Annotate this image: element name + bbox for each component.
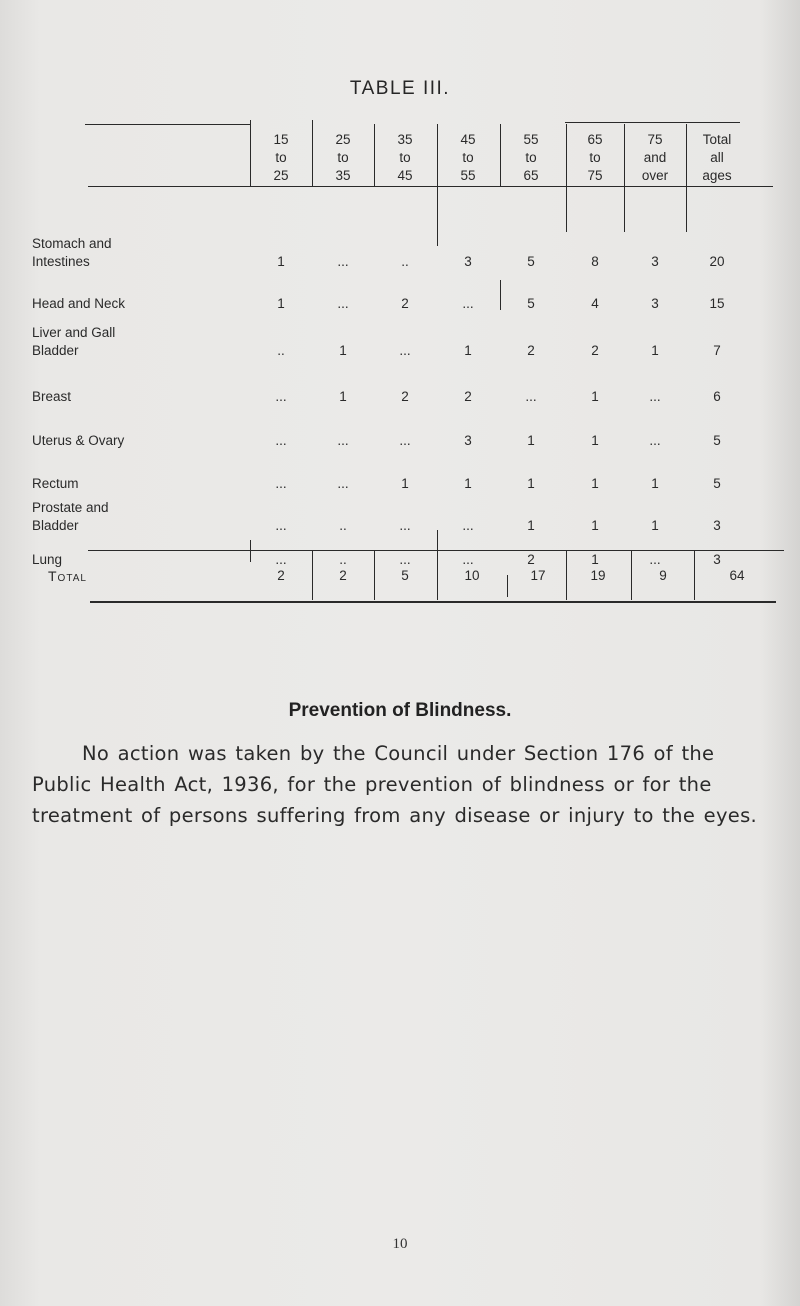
section-title: Prevention of Blindness. bbox=[288, 700, 512, 721]
table-cell: 2 bbox=[401, 296, 409, 311]
table-cell: 3 bbox=[713, 518, 721, 533]
row-label bbox=[32, 432, 124, 450]
table-cell: 1 bbox=[277, 254, 285, 269]
table-cell: 3 bbox=[464, 433, 472, 448]
row-label-line: Prostate and bbox=[32, 500, 109, 515]
table-cell: ... bbox=[275, 389, 287, 404]
row-label bbox=[32, 388, 71, 406]
table-cell: 5 bbox=[713, 433, 721, 448]
table-cell: 8 bbox=[591, 254, 599, 269]
row-label-line: Uterus & Ovary bbox=[32, 433, 125, 448]
column-header-line: to bbox=[337, 150, 349, 165]
row-label bbox=[32, 475, 79, 493]
column-header bbox=[561, 131, 629, 185]
row-label bbox=[32, 499, 109, 535]
column-header-line: ages bbox=[702, 168, 732, 183]
table-cell: 1 bbox=[591, 552, 599, 567]
row-label-line: Bladder bbox=[32, 518, 79, 533]
col-sep-body bbox=[437, 186, 438, 246]
row-label bbox=[32, 324, 115, 360]
table-cell: ... bbox=[399, 343, 411, 358]
table-cell: .. bbox=[401, 254, 409, 269]
table-cell: 6 bbox=[713, 389, 721, 404]
table-cell: 1 bbox=[277, 296, 285, 311]
total-col-sep bbox=[374, 550, 375, 600]
table-cell: 1 bbox=[401, 476, 409, 491]
table-cell: 1 bbox=[339, 343, 347, 358]
column-header bbox=[683, 131, 751, 185]
row-label-line: Breast bbox=[32, 389, 72, 404]
table-cell: ... bbox=[462, 296, 474, 311]
table-cell: 1 bbox=[464, 343, 472, 358]
total-cell: 17 bbox=[530, 568, 546, 583]
table-cell: ... bbox=[337, 296, 349, 311]
table-cell: 5 bbox=[527, 296, 535, 311]
table-cell: ... bbox=[275, 518, 287, 533]
column-header-line: to bbox=[462, 150, 474, 165]
table-cell: 5 bbox=[527, 254, 535, 269]
total-col-sep bbox=[507, 575, 508, 597]
table-cell: ... bbox=[337, 476, 349, 491]
table-cell: 5 bbox=[713, 476, 721, 491]
col-sep-body bbox=[250, 540, 251, 562]
table-cell: ... bbox=[462, 552, 474, 567]
row-label-line: Lung bbox=[32, 552, 63, 567]
table-cell: ... bbox=[399, 518, 411, 533]
column-header-line: 45 bbox=[397, 168, 413, 183]
total-col-sep bbox=[437, 550, 438, 600]
column-header-line: Total bbox=[702, 132, 732, 147]
column-header bbox=[247, 131, 315, 185]
column-header-line: to bbox=[589, 150, 601, 165]
row-label bbox=[32, 295, 125, 313]
table-cell: ... bbox=[649, 552, 661, 567]
col-sep-body bbox=[566, 186, 567, 232]
table-cell: 1 bbox=[464, 476, 472, 491]
total-cell: 9 bbox=[659, 568, 667, 583]
row-label-line: Head and Neck bbox=[32, 296, 126, 311]
table-cell: 3 bbox=[464, 254, 472, 269]
total-cell: 2 bbox=[277, 568, 285, 583]
column-header-line: to bbox=[275, 150, 287, 165]
column-header-line: 15 bbox=[273, 132, 289, 147]
column-header-line: 55 bbox=[523, 132, 539, 147]
header-bottom-rule bbox=[88, 186, 773, 187]
table-cell: 1 bbox=[527, 433, 535, 448]
table-cell: 2 bbox=[401, 389, 409, 404]
table-cell: ... bbox=[337, 254, 349, 269]
col-sep-body bbox=[686, 186, 687, 232]
col-sep-body bbox=[500, 280, 501, 310]
header-top-rule bbox=[85, 124, 250, 125]
column-header-line: 75 bbox=[647, 132, 663, 147]
table-cell: 4 bbox=[591, 296, 599, 311]
body-paragraph: No action was taken by the Council under Section 176 of the Public Health Act, 1936, for the prevention of blindness or for the treatment of persons suffering from any disease or injury to the eyes. bbox=[32, 742, 758, 827]
total-label: Total bbox=[48, 568, 87, 584]
column-header bbox=[497, 131, 565, 185]
table-cell: ... bbox=[649, 389, 661, 404]
total-col-sep bbox=[312, 550, 313, 600]
table-cell: ... bbox=[462, 518, 474, 533]
table-cell: .. bbox=[339, 552, 347, 567]
table-cell: 15 bbox=[709, 296, 725, 311]
table-cell: ... bbox=[275, 552, 287, 567]
table-cell: 1 bbox=[591, 518, 599, 533]
table-cell: 2 bbox=[464, 389, 472, 404]
column-header-line: and bbox=[643, 150, 667, 165]
total-cell: 5 bbox=[401, 568, 409, 583]
row-label-line: Rectum bbox=[32, 476, 79, 491]
row-label-line: Liver and Gall bbox=[32, 325, 116, 340]
table-cell: ... bbox=[649, 433, 661, 448]
total-cell: 64 bbox=[729, 568, 745, 583]
table-cell: 1 bbox=[339, 389, 347, 404]
table-cell: 1 bbox=[591, 433, 599, 448]
table-cell: ... bbox=[275, 476, 287, 491]
table-cell: ... bbox=[399, 552, 411, 567]
row-label-line: Bladder bbox=[32, 343, 79, 358]
column-header bbox=[621, 131, 689, 185]
column-header-line: 65 bbox=[523, 168, 539, 183]
header-top-rule-right bbox=[565, 122, 740, 123]
table-cell: ... bbox=[399, 433, 411, 448]
table-cell: 2 bbox=[527, 343, 535, 358]
column-header-line: over bbox=[641, 168, 669, 183]
table-cell: 1 bbox=[651, 518, 659, 533]
row-label-line: Stomach and bbox=[32, 236, 112, 251]
column-header-line: to bbox=[399, 150, 411, 165]
total-cell: 10 bbox=[464, 568, 480, 583]
table-cell: 1 bbox=[527, 476, 535, 491]
table-cell: ... bbox=[525, 389, 537, 404]
table-cell: 3 bbox=[651, 296, 659, 311]
column-header-line: 35 bbox=[335, 168, 351, 183]
column-header-line: to bbox=[525, 150, 537, 165]
table-cell: ... bbox=[275, 433, 287, 448]
table-cell: ... bbox=[337, 433, 349, 448]
table-cell: 3 bbox=[651, 254, 659, 269]
page-number: 10 bbox=[392, 1236, 408, 1252]
total-cell: 19 bbox=[590, 568, 606, 583]
column-header-line: 65 bbox=[587, 132, 603, 147]
column-header bbox=[434, 131, 502, 185]
table-cell: 2 bbox=[527, 552, 535, 567]
column-header-line: 25 bbox=[335, 132, 351, 147]
table-cell: 1 bbox=[591, 389, 599, 404]
table-cell: 1 bbox=[527, 518, 535, 533]
table-cell: .. bbox=[339, 518, 347, 533]
table-cell: 20 bbox=[709, 254, 725, 269]
total-bottom-rule bbox=[90, 601, 776, 603]
table-cell: 7 bbox=[713, 343, 721, 358]
column-header-line: 75 bbox=[587, 168, 603, 183]
column-header-line: 35 bbox=[397, 132, 413, 147]
table-cell: 2 bbox=[591, 343, 599, 358]
table-title: TABLE III. bbox=[349, 78, 451, 99]
table-cell: 1 bbox=[591, 476, 599, 491]
col-sep-body bbox=[624, 186, 625, 232]
row-label bbox=[32, 235, 112, 271]
table-cell: .. bbox=[277, 343, 285, 358]
column-header-line: 55 bbox=[460, 168, 476, 183]
total-cell: 2 bbox=[339, 568, 347, 583]
table-cell: 3 bbox=[713, 552, 721, 567]
table-cell: 1 bbox=[651, 476, 659, 491]
table-cell: 1 bbox=[651, 343, 659, 358]
col-sep-body bbox=[437, 530, 438, 550]
column-header-line: all bbox=[710, 150, 724, 165]
column-header bbox=[309, 131, 377, 185]
column-header-line: 45 bbox=[460, 132, 476, 147]
row-label-line: Intestines bbox=[32, 254, 90, 269]
column-header-line: 25 bbox=[273, 168, 289, 183]
column-header bbox=[371, 131, 439, 185]
